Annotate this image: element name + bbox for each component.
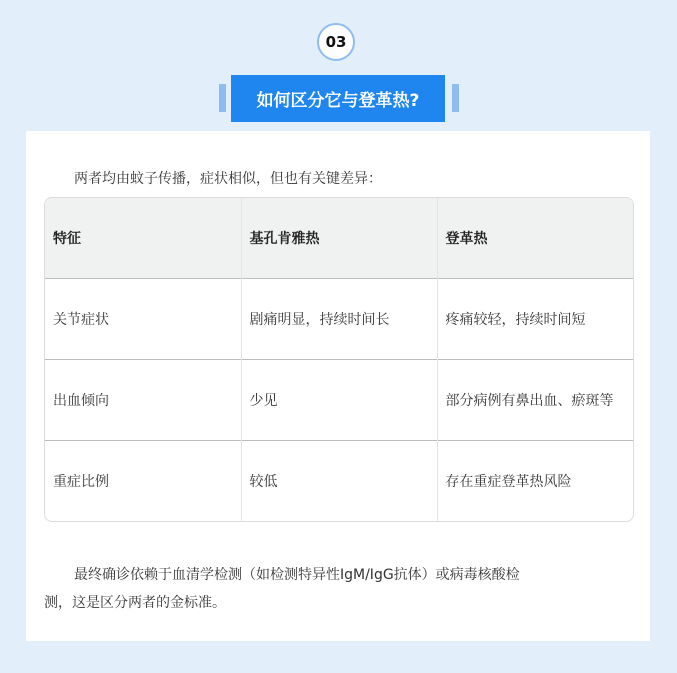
conclusion-line: 最终确诊依赖于血清学检测（如检测特异性IgM/IgG抗体）或病毒核酸检 xyxy=(74,567,520,583)
table-cell: 出血倾向 xyxy=(45,359,241,440)
comparison-table xyxy=(44,197,634,522)
conclusion-paragraph xyxy=(44,561,636,617)
title-left-accent xyxy=(219,84,226,112)
header-feature: 特征 xyxy=(45,198,241,278)
table-cell: 关节症状 xyxy=(45,278,241,359)
section-number-badge: 03 xyxy=(317,23,355,61)
intro-paragraph: 两者均由蚊子传播，症状相似，但也有关键差异： xyxy=(74,171,382,187)
content-card xyxy=(26,131,650,641)
table-cell: 重症比例 xyxy=(45,440,241,521)
table-cell: 存在重症登革热风险 xyxy=(445,473,572,490)
table-row xyxy=(45,278,633,359)
table-cell: 较低 xyxy=(241,440,437,521)
table-cell: 疼痛较轻，持续时间短 xyxy=(445,311,586,328)
table-cell: 剧痛明显，持续时间长 xyxy=(241,278,437,359)
header-chikungunya: 基孔肯雅热 xyxy=(241,198,437,278)
section-title: 如何区分它与登革热? xyxy=(231,75,445,122)
header-dengue: 登革热 xyxy=(445,230,488,247)
table-cell: 部分病例有鼻出血、瘀斑等 xyxy=(445,392,614,409)
table-cell: 少见 xyxy=(241,359,437,440)
table-row xyxy=(45,440,633,521)
conclusion-line: 测，这是区分两者的金标准。 xyxy=(44,595,226,611)
section-title-banner xyxy=(219,75,459,122)
table-row xyxy=(45,359,633,440)
table-header-row xyxy=(45,198,633,278)
title-right-accent xyxy=(452,84,459,112)
